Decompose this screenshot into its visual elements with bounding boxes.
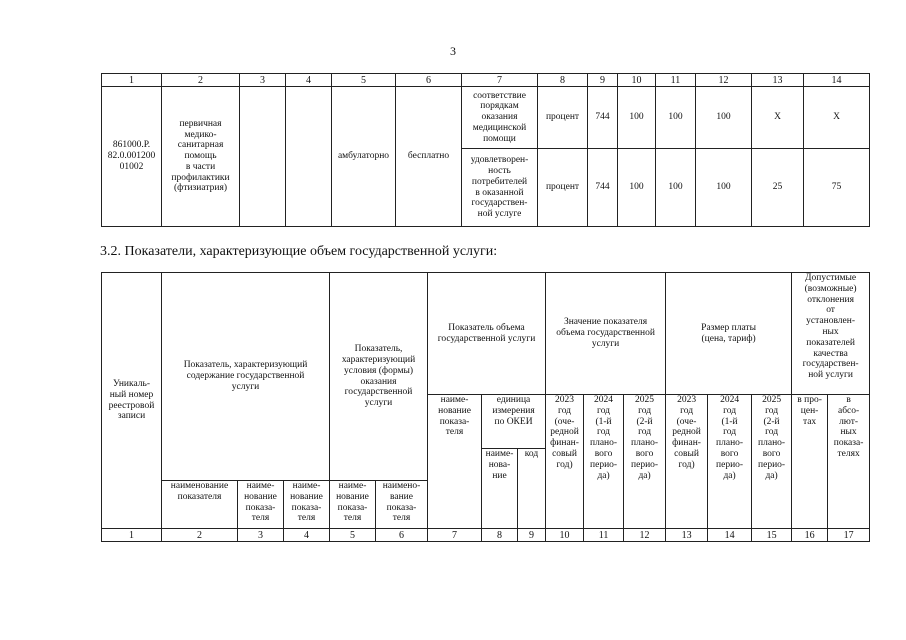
column-number: 6	[376, 529, 428, 542]
column-number: 3	[240, 74, 286, 87]
registry-number-text: 861000.Р. 82.0.001200 01002	[107, 140, 156, 172]
table-row	[102, 87, 870, 149]
deviation-header-text: Допустимые (возможные) отклонения от установлен- ных показателей качества государствен- ной услуги	[802, 273, 859, 381]
conditions-indicator-header	[330, 273, 428, 481]
quality-indicators-table	[101, 73, 870, 227]
value-year-header	[546, 395, 584, 529]
service-content	[162, 87, 240, 227]
conditions-sub-text: наимено- вание показа- теля	[382, 481, 421, 524]
column-number: 1	[102, 74, 162, 87]
deviation-absolute-header	[828, 395, 870, 529]
indicator-name-text: соответствие порядкам оказания медицинской помощи	[472, 90, 527, 144]
volume-indicators-table	[101, 272, 870, 542]
conditions-sub-header	[376, 481, 428, 529]
column-number: 1	[102, 529, 162, 542]
price-year-text: 2023 год (оче- редной финан- совый год)	[672, 395, 701, 470]
volume-indicator-name-header	[428, 395, 482, 529]
page-number: 3	[450, 44, 456, 58]
unit-code: 744	[588, 149, 618, 227]
unit-name-text: наиме- нова- ние	[485, 449, 514, 481]
column-number: 3	[238, 529, 284, 542]
column-number: 12	[624, 529, 666, 542]
column-number: 10	[546, 529, 584, 542]
registry-number-header	[102, 273, 162, 529]
value-year-text: 2024 год (1-й год плано- вого перио- да)	[590, 395, 618, 481]
registry-number	[102, 87, 162, 227]
column-number: 14	[708, 529, 752, 542]
volume-indicator-header	[428, 273, 546, 395]
unit-name-header	[482, 449, 518, 529]
volume-value-header-text: Значение показателя объема государственной услуги	[556, 317, 655, 349]
column-number: 9	[588, 74, 618, 87]
column-number: 7	[428, 529, 482, 542]
column-number: 2	[162, 74, 240, 87]
column-number: 8	[538, 74, 588, 87]
column-number: 15	[752, 529, 792, 542]
column-numbers-row	[102, 74, 870, 87]
conditions-sub-text: наиме- нование показа- теля	[336, 481, 369, 524]
content-sub-header	[284, 481, 330, 529]
content-indicator-header	[162, 273, 330, 481]
conditions-sub-header	[330, 481, 376, 529]
deviation-header	[792, 273, 870, 395]
empty-cell	[286, 87, 332, 227]
price-header-text: Размер платы (цена, тариф)	[701, 322, 756, 344]
value-2023: 100	[618, 149, 656, 227]
column-number: 14	[804, 74, 870, 87]
unit-name: процент	[538, 149, 588, 227]
registry-number-header-text: Уникаль- ный номер реестровой записи	[108, 378, 155, 422]
column-number: 5	[330, 529, 376, 542]
price-year-text: 2024 год (1-й год плано- вого перио- да)	[716, 395, 744, 481]
unit-code-header: код	[518, 449, 546, 529]
column-number: 6	[396, 74, 462, 87]
content-sub-header	[238, 481, 284, 529]
volume-indicator-name-text: наиме- нование показа- теля	[438, 395, 471, 438]
unit-code: 744	[588, 87, 618, 149]
column-number: 17	[828, 529, 870, 542]
value-2024: 100	[656, 149, 696, 227]
value-year-header	[584, 395, 624, 529]
content-sub-text: наименование показателя	[170, 481, 229, 502]
value-year-header	[624, 395, 666, 529]
volume-indicator-header-text: Показатель объема государственной услуги	[437, 322, 536, 344]
content-indicator-header-text: Показатель, характеризующий содержание государственной услуги	[183, 360, 308, 392]
price-year-header	[752, 395, 792, 529]
price-header	[666, 273, 792, 395]
value-2025: 100	[696, 149, 752, 227]
price-year-header	[666, 395, 708, 529]
column-number: 4	[286, 74, 332, 87]
deviation-percent-header	[792, 395, 828, 529]
column-number: 11	[656, 74, 696, 87]
value-2025: 100	[696, 87, 752, 149]
column-number: 5	[332, 74, 396, 87]
column-number: 2	[162, 529, 238, 542]
content-sub-text: наиме- нование показа- теля	[244, 481, 277, 524]
unit-name: процент	[538, 87, 588, 149]
content-sub-text: наиме- нование показа- теля	[290, 481, 323, 524]
value-2023: 100	[618, 87, 656, 149]
deviation-percent: 25	[752, 149, 804, 227]
price-year-header	[708, 395, 752, 529]
column-number: 13	[752, 74, 804, 87]
conditions-indicator-header-text: Показатель, характеризующий условия (формы) оказания государственной услуги	[341, 344, 416, 409]
section-title: 3.2. Показатели, характеризующие объем государственной услуги:	[100, 244, 498, 259]
column-number: 7	[462, 74, 538, 87]
column-number: 12	[696, 74, 752, 87]
value-year-text: 2023 год (оче- редной финан- совый год)	[550, 395, 579, 470]
price-year-text: 2025 год (2-й год плано- вого перио- да)	[758, 395, 786, 481]
empty-cell	[240, 87, 286, 227]
indicator-name	[462, 87, 538, 149]
column-number: 13	[666, 529, 708, 542]
column-number: 8	[482, 529, 518, 542]
column-number: 16	[792, 529, 828, 542]
deviation-absolute: X	[804, 87, 870, 149]
deviation-percent: X	[752, 87, 804, 149]
unit-header	[482, 395, 546, 449]
deviation-absolute: 75	[804, 149, 870, 227]
column-numbers-row	[102, 529, 870, 542]
column-number: 4	[284, 529, 330, 542]
volume-value-header	[546, 273, 666, 395]
service-content-text: первичная медико- санитарная помощь в части профилактики (фтизиатрия)	[171, 118, 230, 194]
column-number: 11	[584, 529, 624, 542]
indicator-name-text: удовлетворен- ность потребителей в оказанной государствен- ной услуге	[470, 155, 529, 220]
value-year-text: 2025 год (2-й год плано- вого перио- да)	[631, 395, 659, 481]
value-2024: 100	[656, 87, 696, 149]
service-payment: бесплатно	[396, 87, 462, 227]
column-number: 10	[618, 74, 656, 87]
indicator-name	[462, 149, 538, 227]
column-number: 9	[518, 529, 546, 542]
unit-header-text: единица измерения по ОКЕИ	[492, 395, 535, 427]
service-conditions: амбулаторно	[332, 87, 396, 227]
deviation-percent-text: в про- цен- тах	[797, 395, 822, 427]
deviation-absolute-text: в абсо- лют- ных показа- телях	[833, 395, 864, 459]
content-sub-header	[162, 481, 238, 529]
